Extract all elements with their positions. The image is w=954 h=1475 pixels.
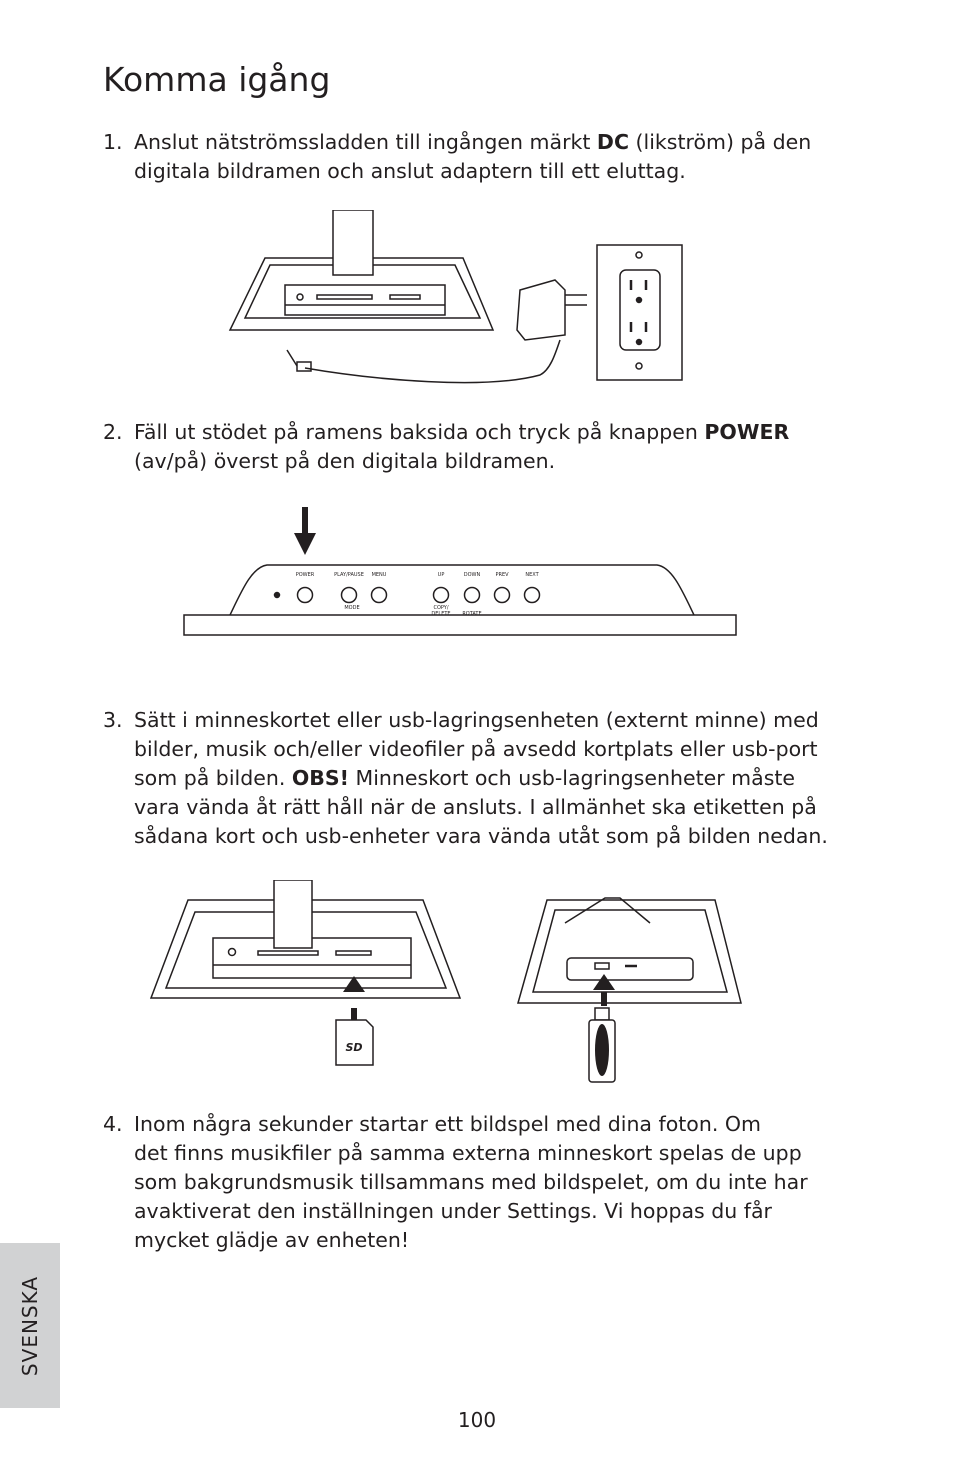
step-2-line-2: (av/på) överst på den digitala bildramen. — [134, 449, 556, 473]
step-3-line-1: Sätt i minneskortet eller usb-lagringsenheten (externt minne) med — [134, 708, 819, 732]
usb-stick-icon — [589, 1008, 615, 1082]
step-1-line-2: digitala bildramen och anslut adaptern till ett eluttag. — [134, 159, 686, 183]
language-section-label: SVENSKA — [18, 1275, 42, 1376]
label-delete: DELETE — [431, 611, 451, 617]
step-3-line-5: sådana kort och usb-enheter vara vända utåt som på bilden nedan. — [134, 824, 828, 848]
step-3-text-b: Minneskort och usb-lagringsenheter måste — [349, 766, 796, 790]
step-1 — [103, 128, 843, 186]
power-button-icon — [298, 588, 313, 603]
down-button-icon — [465, 588, 480, 603]
step-3-number: 3. — [103, 708, 123, 732]
label-play-pause: PLAY/PAUSE — [334, 572, 364, 578]
step-4 — [103, 1110, 843, 1255]
step-1-text-a: Anslut nätströmssladden till ingången märkt — [134, 130, 597, 154]
step-4-number: 4. — [103, 1112, 123, 1136]
step-3-line-3 — [103, 764, 843, 793]
label-down: DOWN — [463, 572, 481, 578]
step-3-text-a: som på bilden. — [134, 766, 292, 790]
step-4-line-4: avaktiverat den inställningen under Settings. Vi hoppas du får — [134, 1199, 772, 1223]
up-button-icon — [434, 588, 449, 603]
sd-card-label: SD — [345, 1041, 363, 1054]
step-1-number: 1. — [103, 130, 123, 154]
insert-arrow-icon — [593, 974, 615, 1006]
label-copy: COPY/ — [433, 605, 449, 611]
menu-button-icon — [372, 588, 387, 603]
frame-top-edge-illustration — [184, 565, 736, 635]
sd-card-icon — [336, 1020, 373, 1065]
label-rotate: ROTATE — [462, 611, 482, 617]
label-next: NEXT — [525, 572, 539, 578]
figure-power-connection — [225, 210, 695, 385]
next-button-icon — [525, 588, 540, 603]
step-3-line-4: vara vända åt rätt håll när de ansluts. I allmänhet ska etiketten på — [134, 795, 817, 819]
photo-frame-side-illustration — [518, 898, 741, 1003]
label-mode: MODE — [344, 605, 360, 611]
step-2-number: 2. — [103, 420, 123, 444]
power-arrow-icon — [294, 507, 316, 555]
wall-outlet-illustration — [597, 245, 682, 380]
label-menu: MENU — [371, 572, 387, 578]
step-4-line-5: mycket glädje av enheten! — [134, 1228, 410, 1252]
label-power: POWER — [295, 572, 315, 578]
label-prev: PREV — [495, 572, 509, 578]
figure-sd-card-insertion — [148, 880, 464, 1070]
page-title: Komma igång — [103, 60, 331, 99]
led-indicator-icon — [275, 593, 280, 598]
prev-button-icon — [495, 588, 510, 603]
photo-frame-back-illustration — [230, 210, 493, 330]
step-3-bold: OBS! — [291, 766, 350, 790]
step-2 — [103, 418, 843, 476]
language-section-tab — [0, 1243, 60, 1408]
power-cable — [287, 340, 560, 383]
page-number: 100 — [457, 1408, 497, 1432]
step-3-line-2: bilder, musik och/eller videofiler på avsedd kortplats eller usb-port — [134, 737, 818, 761]
play-pause-button-icon — [342, 588, 357, 603]
step-2-bold: POWER — [704, 420, 790, 444]
step-4-line-1: Inom några sekunder startar ett bildspel med dina foton. Om — [134, 1112, 761, 1136]
photo-frame-back-illustration — [151, 880, 460, 998]
step-3 — [103, 706, 843, 851]
ac-adapter-illustration — [517, 280, 587, 340]
label-up: UP — [437, 572, 445, 578]
step-4-line-3: som bakgrundsmusik tillsammans med bildspelet, om du inte har — [134, 1170, 808, 1194]
step-1-text-b: (likström) på den — [628, 130, 812, 154]
step-1-bold: DC — [596, 130, 629, 154]
step-2-text-a: Fäll ut stödet på ramens baksida och tryck på knappen — [134, 420, 705, 444]
figure-usb-insertion — [515, 888, 745, 1088]
figure-button-panel — [182, 505, 742, 640]
step-4-line-2: det finns musikfiler på samma externa minneskort spelas de upp — [134, 1141, 802, 1165]
